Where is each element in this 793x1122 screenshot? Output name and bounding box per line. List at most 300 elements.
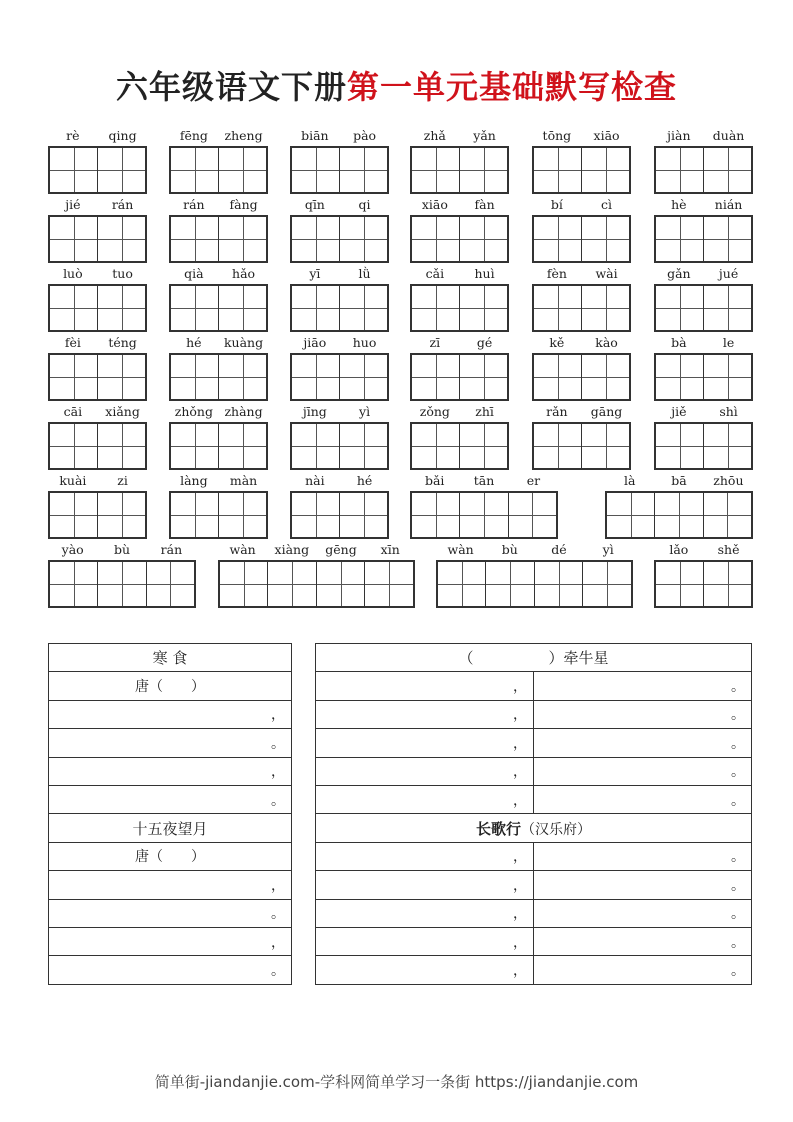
writing-box <box>410 353 509 401</box>
pinyin-syllable: rán <box>111 197 134 212</box>
writing-box <box>48 353 147 401</box>
pinyin-label <box>48 335 147 351</box>
character-cell[interactable] <box>364 562 412 606</box>
pinyin-label <box>169 404 268 420</box>
character-cell[interactable] <box>534 217 581 261</box>
character-cell[interactable] <box>50 286 97 330</box>
pinyin-syllable: jīng <box>302 404 327 419</box>
answer-line[interactable]: ， <box>316 672 534 700</box>
pinyin-syllable: jué <box>718 266 739 281</box>
writing-box <box>290 215 389 263</box>
pinyin-syllable: jiě <box>671 404 687 419</box>
character-cell[interactable] <box>146 562 194 606</box>
character-cell[interactable] <box>97 355 145 399</box>
writing-box <box>532 353 631 401</box>
pinyin-syllable: yào <box>61 542 84 557</box>
writing-box <box>169 284 268 332</box>
answer-line[interactable]: 。 <box>49 956 292 984</box>
character-cell[interactable] <box>218 424 266 468</box>
writing-box <box>290 491 389 539</box>
pinyin-label <box>654 197 753 213</box>
pinyin-syllable: xiāo <box>421 197 448 212</box>
pinyin-syllable: tān <box>473 473 495 488</box>
pinyin-syllable: wàn <box>229 542 256 557</box>
writing-box <box>169 422 268 470</box>
character-cell[interactable] <box>581 355 629 399</box>
writing-box <box>48 560 196 608</box>
pinyin-syllable: zi <box>117 473 128 488</box>
character-cell[interactable] <box>50 493 97 537</box>
pinyin-word <box>290 197 389 263</box>
answer-line[interactable]: 。 <box>534 956 752 984</box>
writing-box <box>436 560 633 608</box>
answer-line[interactable]: ， <box>316 927 534 955</box>
pinyin-word <box>290 473 389 539</box>
character-cell[interactable] <box>267 562 315 606</box>
character-cell[interactable] <box>171 217 218 261</box>
character-cell[interactable] <box>412 493 459 537</box>
pinyin-syllable: xīn <box>380 542 400 557</box>
pinyin-syllable: duàn <box>712 128 745 143</box>
character-cell[interactable] <box>339 217 387 261</box>
page-title <box>0 62 793 108</box>
pinyin-word <box>654 542 753 608</box>
pinyin-syllable: jié <box>65 197 81 212</box>
pinyin-syllable: bà <box>671 335 687 350</box>
character-cell[interactable] <box>339 424 387 468</box>
writing-box <box>48 422 147 470</box>
pinyin-syllable: là <box>623 473 636 488</box>
character-cell[interactable] <box>703 217 751 261</box>
pinyin-label <box>410 266 509 282</box>
character-cell[interactable] <box>459 493 507 537</box>
poem-title: 寒 食 <box>49 644 292 672</box>
character-cell[interactable] <box>459 286 507 330</box>
pinyin-word <box>48 473 147 539</box>
pinyin-label <box>532 266 631 282</box>
pinyin-word <box>169 197 268 263</box>
character-cell[interactable] <box>703 355 751 399</box>
title-black: 六年级语文下册 <box>115 68 347 106</box>
pinyin-syllable: nài <box>305 473 325 488</box>
writing-box <box>654 353 753 401</box>
writing-box <box>48 146 147 194</box>
character-cell[interactable] <box>485 562 533 606</box>
pinyin-syllable: yǎn <box>473 128 496 143</box>
pinyin-syllable: fàng <box>229 197 258 212</box>
answer-line[interactable]: 。 <box>49 785 292 813</box>
character-cell[interactable] <box>412 355 459 399</box>
character-cell[interactable] <box>581 148 629 192</box>
writing-box <box>48 284 147 332</box>
answer-line[interactable]: 。 <box>534 899 752 927</box>
character-cell[interactable] <box>218 355 266 399</box>
answer-line[interactable]: ， <box>316 871 534 899</box>
pinyin-label <box>410 128 509 144</box>
poem-title-row <box>316 814 752 842</box>
writing-box <box>654 215 753 263</box>
pinyin-label <box>605 473 753 489</box>
pinyin-label <box>410 197 509 213</box>
pinyin-word <box>290 404 389 470</box>
character-cell[interactable] <box>581 217 629 261</box>
writing-box <box>654 560 753 608</box>
answer-row <box>316 899 752 927</box>
character-cell[interactable] <box>50 424 97 468</box>
pinyin-word <box>410 266 509 332</box>
character-cell[interactable] <box>171 424 218 468</box>
character-cell[interactable] <box>582 562 630 606</box>
pinyin-label <box>532 335 631 351</box>
answer-line[interactable]: 。 <box>49 899 292 927</box>
pinyin-syllable: yì <box>359 404 371 419</box>
character-cell[interactable] <box>703 424 751 468</box>
pinyin-word <box>169 128 268 194</box>
answer-line[interactable]: ， <box>316 842 534 870</box>
character-cell[interactable] <box>339 286 387 330</box>
character-cell[interactable] <box>656 355 703 399</box>
pinyin-label <box>410 335 509 351</box>
pinyin-syllable: yì <box>602 542 614 557</box>
answer-row <box>316 757 752 785</box>
character-cell[interactable] <box>534 355 581 399</box>
character-cell[interactable] <box>339 493 387 537</box>
pinyin-word <box>48 128 147 194</box>
pinyin-syllable: rán <box>183 197 205 212</box>
character-cell[interactable] <box>534 562 582 606</box>
pinyin-syllable: nián <box>714 197 743 212</box>
pinyin-syllable: zī <box>429 335 441 350</box>
writing-box <box>654 146 753 194</box>
character-cell[interactable] <box>292 286 339 330</box>
character-cell[interactable] <box>412 424 459 468</box>
answer-line[interactable]: ， <box>49 700 292 728</box>
character-cell[interactable] <box>292 217 339 261</box>
pinyin-syllable: gé <box>476 335 493 350</box>
character-cell[interactable] <box>438 562 485 606</box>
answer-line[interactable]: ， <box>316 899 534 927</box>
pinyin-syllable: qīn <box>304 197 325 212</box>
answer-line[interactable]: 。 <box>49 729 292 757</box>
pinyin-syllable: hé <box>356 473 373 488</box>
pinyin-word <box>410 197 509 263</box>
pinyin-syllable: zhōu <box>713 473 744 488</box>
pinyin-label <box>48 197 147 213</box>
pinyin-syllable: tōng <box>542 128 572 143</box>
pinyin-label <box>169 335 268 351</box>
pinyin-syllable: jiāo <box>303 335 327 350</box>
pinyin-syllable: tuo <box>112 266 133 281</box>
pinyin-syllable: làng <box>180 473 208 488</box>
character-cell[interactable] <box>50 355 97 399</box>
character-cell[interactable] <box>339 355 387 399</box>
pinyin-syllable: fèi <box>64 335 81 350</box>
character-cell[interactable] <box>581 424 629 468</box>
pinyin-label <box>169 266 268 282</box>
pinyin-label <box>532 197 631 213</box>
pinyin-syllable: bǎi <box>424 473 445 488</box>
pinyin-syllable: hǎo <box>232 266 256 281</box>
pinyin-label <box>654 128 753 144</box>
writing-box <box>410 422 509 470</box>
character-cell[interactable] <box>581 286 629 330</box>
character-cell[interactable] <box>459 424 507 468</box>
answer-line[interactable]: ， <box>316 757 534 785</box>
character-cell[interactable] <box>292 424 339 468</box>
pinyin-label <box>532 404 631 420</box>
pinyin-syllable: zhàng <box>224 404 263 419</box>
character-cell[interactable] <box>656 424 703 468</box>
pinyin-label <box>654 542 753 558</box>
character-cell[interactable] <box>703 493 751 537</box>
pinyin-word <box>532 197 631 263</box>
pinyin-syllable: kuài <box>59 473 87 488</box>
character-cell[interactable] <box>50 148 97 192</box>
character-cell[interactable] <box>656 562 703 606</box>
answer-line[interactable]: 。 <box>534 672 752 700</box>
character-cell[interactable] <box>50 217 97 261</box>
character-cell[interactable] <box>656 217 703 261</box>
pinyin-word <box>48 197 147 263</box>
pinyin-label <box>48 404 147 420</box>
character-cell[interactable] <box>703 562 751 606</box>
footer-watermark: 简单街-jiandanjie.com-学科网简单学习一条街 https://jiandanjie.com <box>154 1073 639 1091</box>
poem-author: （汉乐府） <box>521 821 591 838</box>
pinyin-label <box>654 335 753 351</box>
character-cell[interactable] <box>703 148 751 192</box>
character-cell[interactable] <box>171 148 218 192</box>
pinyin-word <box>290 335 389 401</box>
writing-box <box>169 146 268 194</box>
character-cell[interactable] <box>97 424 145 468</box>
pinyin-label <box>654 404 753 420</box>
poem1-lines <box>316 672 752 814</box>
character-cell[interactable] <box>508 493 556 537</box>
answer-line[interactable]: 。 <box>534 785 752 813</box>
pinyin-word <box>48 404 147 470</box>
character-cell[interactable] <box>171 355 218 399</box>
pinyin-label <box>169 128 268 144</box>
writing-box <box>290 422 389 470</box>
answer-row <box>316 927 752 955</box>
pinyin-syllable: bù <box>114 542 131 557</box>
poem-author: 唐（ ） <box>49 672 292 700</box>
answer-line[interactable]: 。 <box>534 927 752 955</box>
character-cell[interactable] <box>50 562 97 606</box>
pinyin-syllable: pào <box>353 128 377 143</box>
writing-box <box>169 215 268 263</box>
writing-box <box>654 422 753 470</box>
pinyin-syllable: rán <box>160 542 183 557</box>
pinyin-word <box>654 128 753 194</box>
writing-box <box>410 146 509 194</box>
answer-line[interactable]: 。 <box>534 729 752 757</box>
answer-line[interactable]: 。 <box>534 700 752 728</box>
pinyin-syllable: lǜ <box>358 266 371 281</box>
pinyin-syllable: shě <box>717 542 740 557</box>
character-cell[interactable] <box>97 217 145 261</box>
pinyin-syllable: kuàng <box>223 335 264 350</box>
pinyin-syllable: jiàn <box>667 128 691 143</box>
writing-box <box>290 284 389 332</box>
pinyin-syllable: er <box>526 473 541 488</box>
answer-line[interactable]: 。 <box>534 871 752 899</box>
pinyin-label <box>290 266 389 282</box>
pinyin-syllable: xiāo <box>593 128 620 143</box>
answer-row <box>316 785 752 813</box>
poem-author: 唐（ ） <box>49 842 292 870</box>
pinyin-word <box>532 335 631 401</box>
writing-box <box>410 215 509 263</box>
pinyin-label <box>218 542 415 558</box>
pinyin-syllable: zhī <box>475 404 494 419</box>
character-cell[interactable] <box>171 493 218 537</box>
character-cell[interactable] <box>97 286 145 330</box>
character-cell[interactable] <box>292 493 339 537</box>
character-cell[interactable] <box>218 148 266 192</box>
character-cell[interactable] <box>218 217 266 261</box>
character-cell[interactable] <box>459 148 507 192</box>
character-cell[interactable] <box>316 562 364 606</box>
pinyin-syllable: biān <box>301 128 329 143</box>
pinyin-syllable: dé <box>551 542 567 557</box>
character-cell[interactable] <box>97 148 145 192</box>
character-cell[interactable] <box>97 493 145 537</box>
answer-row <box>316 700 752 728</box>
pinyin-label <box>410 404 509 420</box>
writing-box <box>532 284 631 332</box>
answer-line[interactable]: ， <box>316 700 534 728</box>
pinyin-word <box>48 335 147 401</box>
character-cell[interactable] <box>220 562 267 606</box>
pinyin-syllable: wài <box>595 266 618 281</box>
pinyin-syllable: fēng <box>179 128 208 143</box>
pinyin-word <box>169 473 268 539</box>
pinyin-syllable: hè <box>671 197 687 212</box>
character-cell[interactable] <box>459 355 507 399</box>
pinyin-word <box>654 335 753 401</box>
character-cell[interactable] <box>459 217 507 261</box>
answer-row <box>316 842 752 870</box>
pinyin-syllable: zhǎ <box>423 128 446 143</box>
pinyin-word <box>169 404 268 470</box>
pinyin-syllable: xiàng <box>274 542 310 557</box>
poem2-lines <box>316 842 752 984</box>
pinyin-word <box>410 404 509 470</box>
answer-line[interactable]: ， <box>316 729 534 757</box>
pinyin-label <box>290 473 389 489</box>
writing-box <box>532 422 631 470</box>
pinyin-syllable: yī <box>309 266 321 281</box>
pinyin-syllable: fèn <box>546 266 567 281</box>
pinyin-syllable: rǎn <box>546 404 568 419</box>
character-cell[interactable] <box>292 148 339 192</box>
character-cell[interactable] <box>412 217 459 261</box>
pinyin-label <box>290 404 389 420</box>
pinyin-word <box>654 266 753 332</box>
title-red: 第一单元基础默写检查 <box>347 68 678 106</box>
pinyin-syllable: bí <box>550 197 563 212</box>
pinyin-syllable: huì <box>474 266 495 281</box>
answer-line[interactable]: ， <box>49 927 292 955</box>
character-cell[interactable] <box>534 286 581 330</box>
pinyin-word <box>605 473 753 539</box>
pinyin-word <box>48 542 196 608</box>
character-cell[interactable] <box>171 286 218 330</box>
pinyin-syllable: qing <box>108 128 137 143</box>
character-cell[interactable] <box>292 355 339 399</box>
writing-box <box>218 560 415 608</box>
poem-title: 长歌行 <box>475 819 521 838</box>
character-cell[interactable] <box>412 286 459 330</box>
answer-line[interactable]: ， <box>49 757 292 785</box>
answer-row <box>316 956 752 984</box>
pinyin-syllable: hé <box>186 335 202 350</box>
pinyin-word <box>410 473 558 539</box>
answer-line[interactable]: 。 <box>534 842 752 870</box>
pinyin-label <box>48 266 147 282</box>
pinyin-word <box>410 128 509 194</box>
pinyin-word <box>218 542 415 608</box>
pinyin-word <box>290 128 389 194</box>
pinyin-syllable: rè <box>66 128 80 143</box>
left-poem-table <box>48 643 292 985</box>
pinyin-syllable: gēng <box>325 542 357 557</box>
character-cell[interactable] <box>412 148 459 192</box>
pinyin-syllable: le <box>722 335 735 350</box>
writing-box <box>290 146 389 194</box>
pinyin-label <box>532 128 631 144</box>
pinyin-syllable: cǎi <box>425 266 445 281</box>
pinyin-word <box>48 266 147 332</box>
character-cell[interactable] <box>534 148 581 192</box>
character-cell[interactable] <box>218 286 266 330</box>
answer-row <box>316 729 752 757</box>
pinyin-syllable: cì <box>601 197 613 212</box>
character-cell[interactable] <box>656 286 703 330</box>
answer-row <box>316 871 752 899</box>
answer-line[interactable]: ， <box>49 871 292 899</box>
character-cell[interactable] <box>534 424 581 468</box>
pinyin-syllable: shì <box>719 404 738 419</box>
pinyin-word <box>290 266 389 332</box>
pinyin-syllable: kě <box>549 335 565 350</box>
character-cell[interactable] <box>607 493 654 537</box>
character-cell[interactable] <box>703 286 751 330</box>
pinyin-word <box>436 542 633 608</box>
writing-box <box>169 491 268 539</box>
pinyin-syllable: gāng <box>590 404 623 419</box>
answer-line[interactable]: ， <box>316 956 534 984</box>
character-cell[interactable] <box>339 148 387 192</box>
writing-box <box>48 215 147 263</box>
pinyin-label <box>436 542 633 558</box>
answer-line[interactable]: ， <box>316 785 534 813</box>
character-cell[interactable] <box>218 493 266 537</box>
answer-line[interactable]: 。 <box>534 757 752 785</box>
character-cell[interactable] <box>654 493 702 537</box>
pinyin-syllable: cāi <box>63 404 83 419</box>
pinyin-word <box>654 197 753 263</box>
pinyin-label <box>48 128 147 144</box>
poem-title: 十五夜望月 <box>49 814 292 842</box>
character-cell[interactable] <box>656 148 703 192</box>
character-cell[interactable] <box>97 562 145 606</box>
pinyin-syllable: téng <box>108 335 137 350</box>
writing-box <box>532 146 631 194</box>
pinyin-syllable: màn <box>229 473 258 488</box>
pinyin-syllable: fàn <box>474 197 495 212</box>
